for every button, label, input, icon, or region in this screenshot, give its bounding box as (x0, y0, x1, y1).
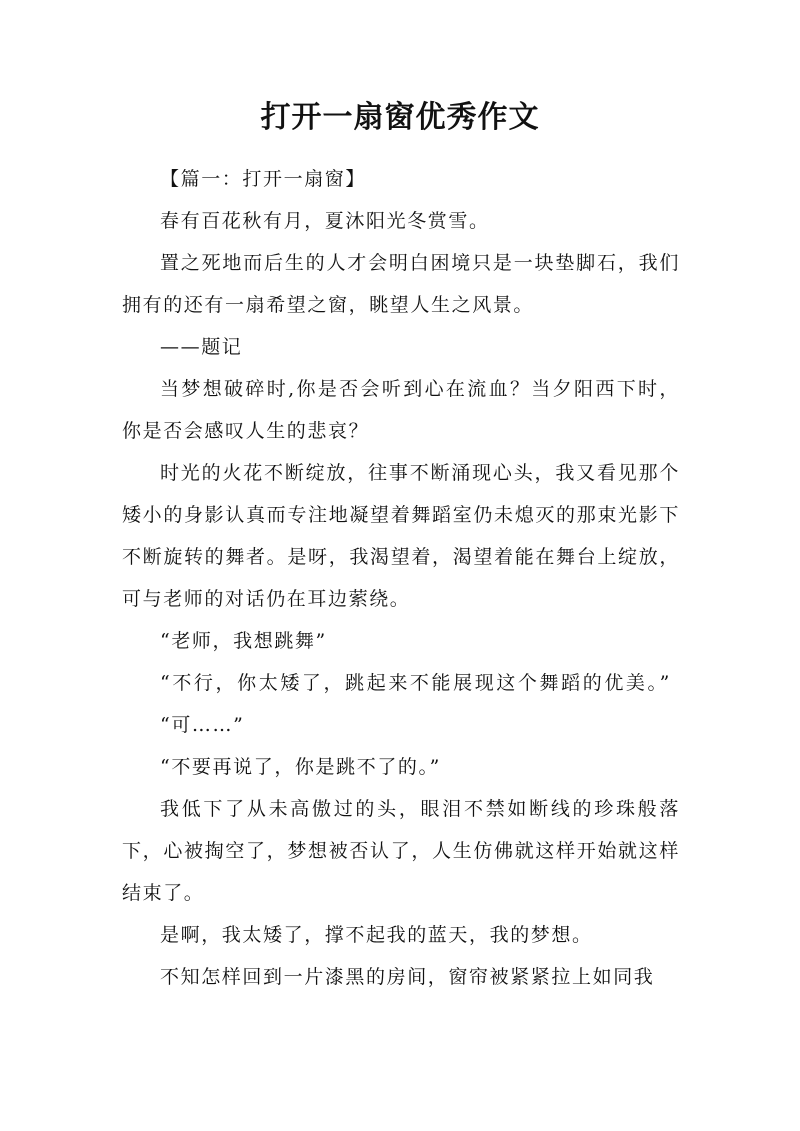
dialogue-line: “可……” (160, 714, 245, 736)
document-title: 打开一扇窗优秀作文 (260, 100, 540, 135)
paragraph: 是啊，我太矮了，撑不起我的蓝天，我的梦想。 (160, 924, 593, 946)
paragraph: 春有百花秋有月，夏沐阳光冬赏雪。 (160, 210, 490, 232)
paragraph: 我低下了从未高傲过的头，眼泪不禁如断线的珍珠般落下，心被掏空了，梦想被否认了，人生仿佛就这样开始就这样结束了。 (122, 798, 680, 904)
paragraph: 不知怎样回到一片漆黑的房间，窗帘被紧紧拉上如同我 (160, 966, 655, 988)
document-body (122, 158, 680, 998)
section-heading: 【篇一：打开一扇窗】 (160, 168, 367, 190)
paragraph: 时光的火花不断绽放，往事不断涌现心头，我又看见那个矮小的身影认真而专注地凝望着舞蹈室仍未熄灭的那束光影下不断旋转的舞者。是呀，我渴望着，渴望着能在舞台上绽放，可与老师的对话仍在耳边萦绕。 (122, 462, 680, 610)
dialogue-line: “不行，你太矮了，跳起来不能展现这个舞蹈的优美。” (160, 672, 672, 694)
dialogue-line: “不要再说了，你是跳不了的。” (160, 756, 441, 778)
paragraph: 置之死地而后生的人才会明白困境只是一块垫脚石，我们拥有的还有一扇希望之窗，眺望人生之风景。 (122, 252, 680, 316)
dialogue-line: “老师，我想跳舞” (160, 630, 327, 652)
epigraph-attribution: ——题记 (160, 336, 243, 358)
paragraph: 当梦想破碎时,你是否会听到心在流血？当夕阳西下时，你是否会感叹人生的悲哀？ (122, 378, 680, 442)
